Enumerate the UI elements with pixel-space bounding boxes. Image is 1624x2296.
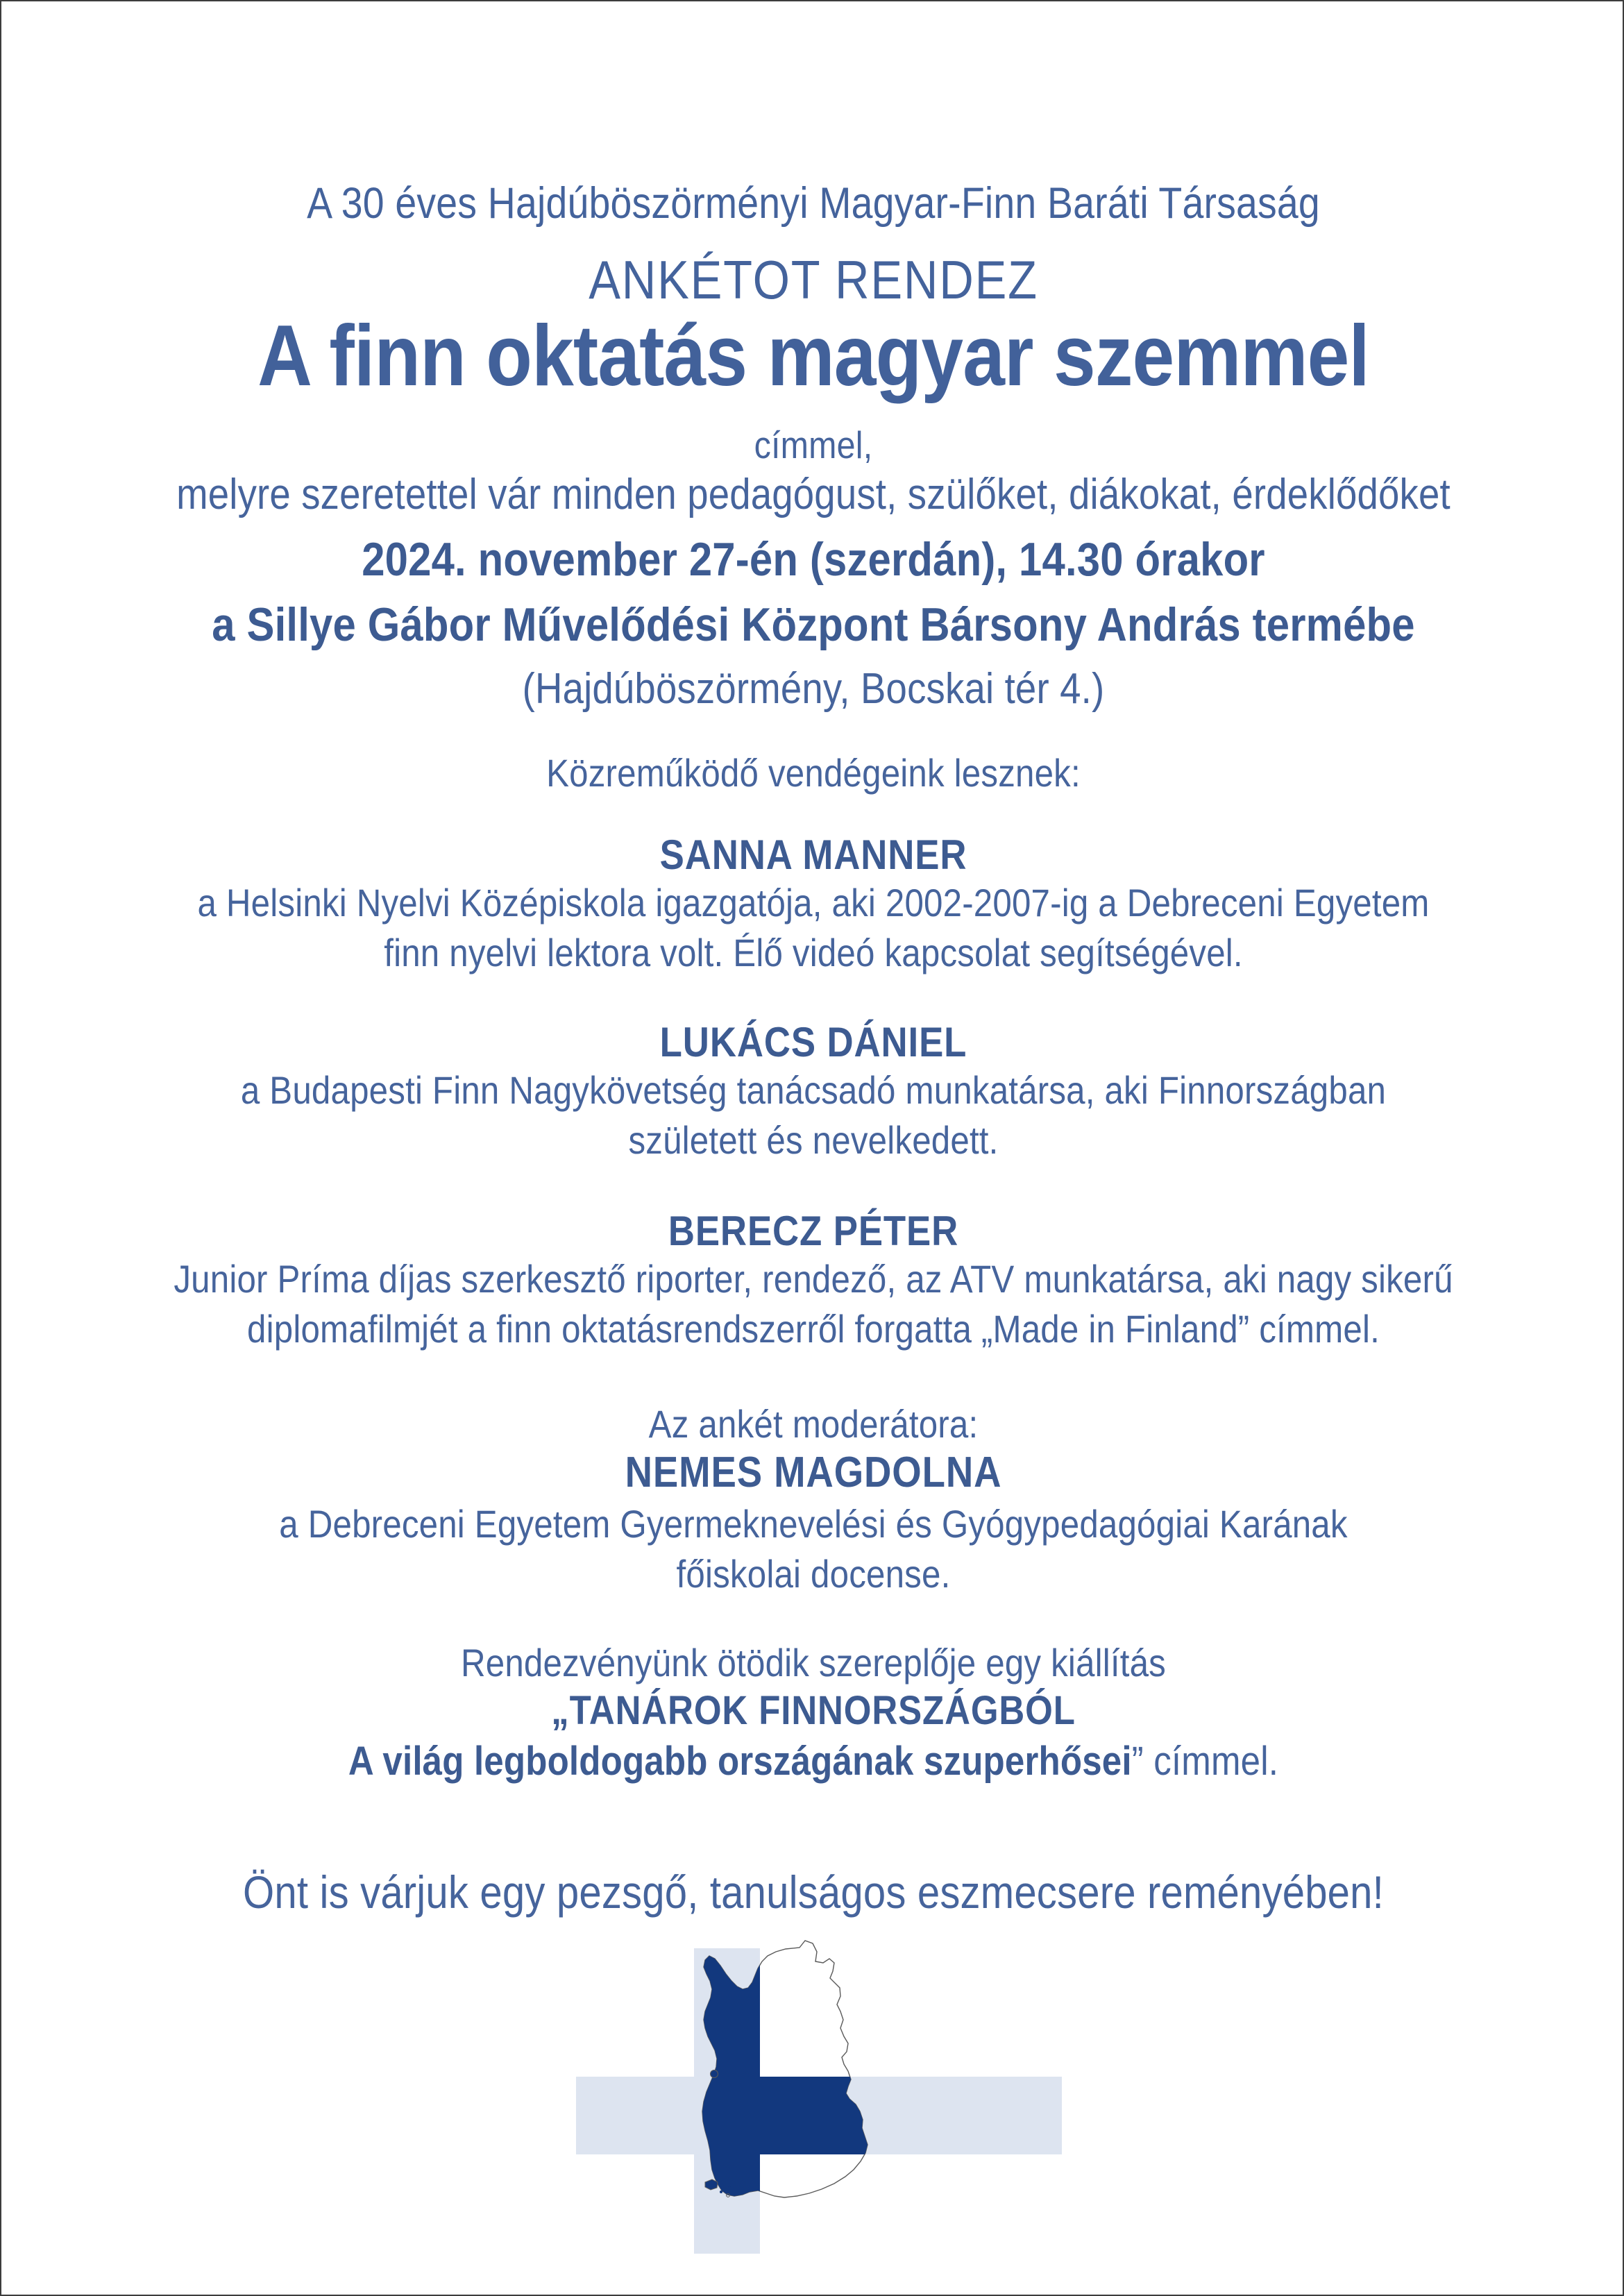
exhibition-block <box>1 1639 1624 1787</box>
speaker-description-text-1: a Helsinki Nyelvi Középiskola igazgatója, aki 2002-2007-ig a Debreceni Egyetem <box>197 881 1430 925</box>
closing-line <box>1 1868 1624 1917</box>
moderator-description-line-2 <box>1 1549 1624 1600</box>
speaker-block <box>1 1019 1624 1165</box>
speaker-description-text-2: diplomafilmjét a finn oktatásrendszerről forgatta „Made in Finland” címmel. <box>247 1306 1380 1351</box>
exhibition-intro-text: Rendezvényünk ötödik szereplője egy kiállítás <box>460 1641 1166 1685</box>
speaker-description-line-2 <box>1 1115 1624 1165</box>
speaker-description-line-2 <box>1 1304 1624 1354</box>
finland-flag-map-icon <box>576 1938 1062 2264</box>
title-suffix <box>1 425 1624 465</box>
exhibition-title-line-1 <box>1 1686 1624 1737</box>
page-title <box>1 308 1624 404</box>
speaker-description-text-1: a Budapesti Finn Nagykövetség tanácsadó munkatársa, aki Finnországban <box>240 1068 1387 1113</box>
moderator-block <box>1 1401 1624 1600</box>
title-suffix-text: címmel, <box>754 423 873 466</box>
speaker-name-text: SANNA MANNER <box>659 832 967 878</box>
exhibition-intro <box>1 1639 1624 1686</box>
guests-intro <box>1 752 1624 793</box>
event-venue-text: a Sillye Gábor Művelődési Központ Bársony András termébe <box>212 598 1415 651</box>
speaker-description-line-1 <box>1 1065 1624 1115</box>
exhibition-title-text-2: A világ legboldogabb országának szuperhősei <box>348 1738 1132 1784</box>
coast-island <box>711 2070 718 2078</box>
speaker-description-text-1: Junior Príma díjas szerkesztő riporter, rendező, az ATV munkatársa, aki nagy sikerű <box>174 1257 1453 1301</box>
moderator-name-text: NEMES MAGDOLNA <box>625 1449 1002 1497</box>
finland-flag-map-graphic <box>576 1938 1062 2264</box>
event-datetime <box>1 534 1624 584</box>
speaker-description-line-1 <box>1 878 1624 928</box>
speaker-name-text: LUKÁCS DÁNIEL <box>659 1019 967 1065</box>
moderator-name <box>1 1447 1624 1499</box>
event-kind-heading <box>1 251 1624 309</box>
organizer-line-text: A 30 éves Hajdúböszörményi Magyar-Finn Baráti Társaság <box>307 179 1320 228</box>
speaker-description-line-1 <box>1 1254 1624 1304</box>
speaker-block <box>1 1208 1624 1354</box>
exhibition-title-line-2 <box>1 1737 1624 1787</box>
event-address <box>1 666 1624 712</box>
moderator-description-text-1: a Debreceni Egyetem Gyermeknevelési és Gyógypedagógiai Karának <box>279 1501 1348 1546</box>
event-address-text: (Hajdúböszörmény, Bocskai tér 4.) <box>522 665 1105 713</box>
event-venue <box>1 600 1624 650</box>
organizer-line <box>1 180 1624 227</box>
speaker-description-text-2: született és nevelkedett. <box>628 1117 999 1162</box>
speaker-name <box>1 832 1624 878</box>
exhibition-title-text-1: „TANÁROK FINNORSZÁGBÓL <box>551 1688 1076 1734</box>
moderator-intro-text: Az ankét moderátora: <box>648 1402 979 1446</box>
speaker-name <box>1 1019 1624 1065</box>
invitation-text: melyre szeretettel vár minden pedagógust, szülőket, diákokat, érdeklődőket <box>176 471 1450 518</box>
invitation-line <box>1 472 1624 518</box>
exhibition-title-line-2-inner <box>99 1737 1528 1787</box>
speaker-name-text: BERECZ PÉTER <box>668 1208 959 1254</box>
exhibition-title-suffix: ” címmel. <box>1131 1738 1279 1784</box>
closing-text: Önt is várjuk egy pezsgő, tanulságos eszmecsere reményében! <box>243 1866 1384 1918</box>
speaker-block <box>1 832 1624 978</box>
moderator-description-line-1 <box>1 1499 1624 1550</box>
page-title-text: A finn oktatás magyar szemmel <box>257 308 1369 404</box>
moderator-description-text-2: főiskolai docense. <box>676 1552 951 1596</box>
event-kind-text: ANKÉTOT RENDEZ <box>589 249 1038 310</box>
event-datetime-text: 2024. november 27-én (szerdán), 14.30 órakor <box>362 533 1265 586</box>
guests-intro-text: Közreműködő vendégeink lesznek: <box>546 751 1081 795</box>
speaker-description-text-2: finn nyelvi lektora volt. Élő videó kapcsolat segítségével. <box>384 930 1243 974</box>
speaker-description-line-2 <box>1 928 1624 978</box>
speaker-name <box>1 1208 1624 1254</box>
moderator-intro <box>1 1401 1624 1447</box>
